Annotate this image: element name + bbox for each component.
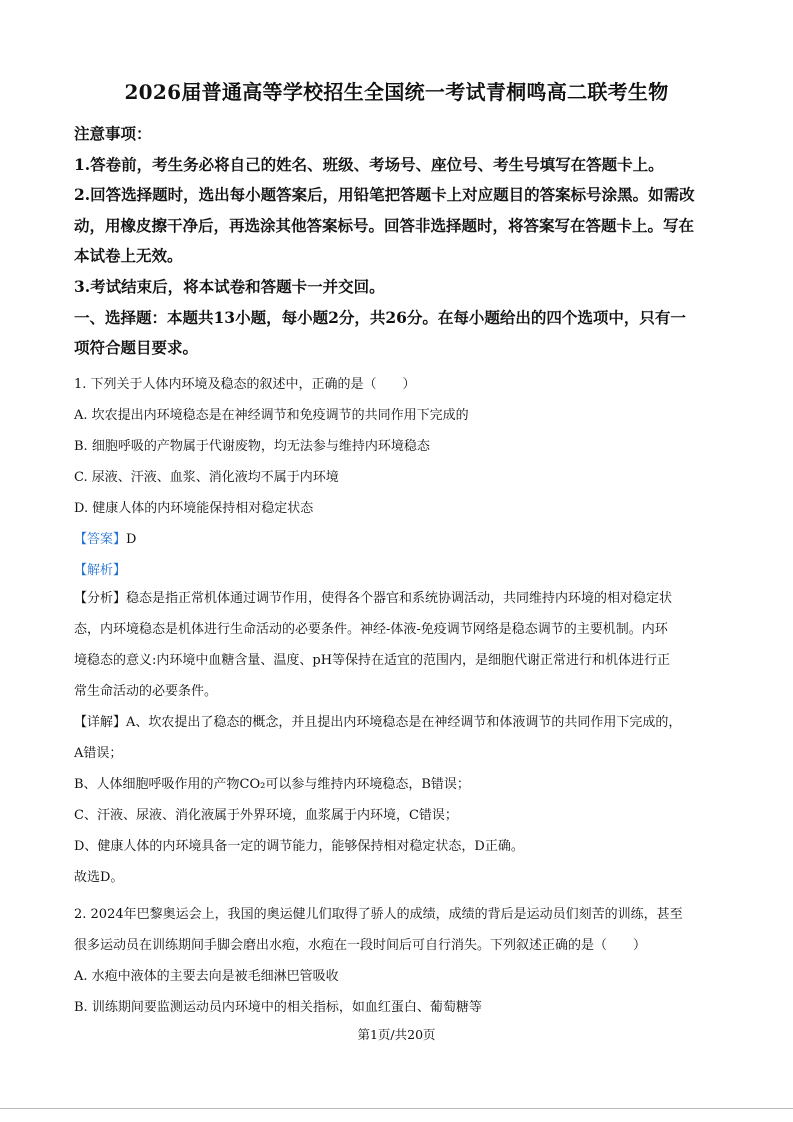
xiangjie-line-6: 故选D。	[74, 870, 124, 885]
notes-heading: 注意事项：	[74, 124, 152, 143]
xiangjie-line-3: B、人体细胞呼吸作用的产物CO₂可以参与维持内环境稳态，B错误；	[74, 777, 470, 792]
q1-option-a: A. 坎农提出内环境稳态是在神经调节和免疫调节的共同作用下完成的	[74, 408, 469, 423]
fenxi-line-4: 常生命活动的必要条件。	[74, 684, 218, 699]
answer-tag: 【答案】	[74, 532, 127, 547]
exam-title: 2026届普通高等学校招生全国统一考试青桐鸣高二联考生物	[124, 80, 669, 104]
xiangjie-line-5: D、健康人体的内环境具备一定的调节能力，能够保持相对稳定状态，D正确。	[74, 839, 524, 854]
question-1	[74, 369, 724, 586]
notes-line-2a: 2.回答选择题时，选出每小题答案后，用铅笔把答题卡上对应题目的答案标号涂黑。如需改	[74, 185, 695, 205]
q1-analysis	[74, 583, 724, 893]
q1-option-d: D. 健康人体的内环境能保持相对稳定状态	[74, 501, 314, 516]
analysis-tag: 【解析】	[74, 563, 127, 578]
q2-stem-1: 2. 2024年巴黎奥运会上，我国的奥运健儿们取得了骄人的成绩，成绩的背后是运动员们刻苦的训练，甚至	[74, 907, 683, 922]
xiangjie-line-1	[74, 707, 724, 738]
xiangjie-line-2: A错误；	[74, 746, 123, 761]
answer-value: D	[126, 532, 137, 547]
notes-line-2c: 本试卷上无效。	[74, 246, 183, 266]
xiangjie-label: 【详解】	[74, 715, 127, 730]
xiangjie-text-1: A、坎农提出了稳态的概念，并且提出内环境稳态是在神经调节和体液调节的共同作用下完成的，	[126, 715, 682, 730]
fenxi-label: 【分析】	[74, 591, 127, 606]
page-footer: 第1页/共20页	[357, 1027, 436, 1042]
fenxi-line-3: 境稳态的意义:内环境中血糖含量、温度、pH等保持在适宜的范围内，是细胞代谢正常进行和机体进行正	[74, 653, 671, 668]
notes-line-2b: 动，用橡皮擦干净后，再选涂其他答案标号。回答非选择题时，将答案写在答题卡上。写在	[74, 215, 695, 235]
q1-option-c: C. 尿液、汗液、血浆、消化液均不属于内环境	[74, 470, 339, 485]
q1-stem: 1. 下列关于人体内环境及稳态的叙述中，正确的是（ ）	[74, 377, 416, 392]
question-2	[74, 899, 724, 1023]
fenxi-text-1: 稳态是指正常机体通过调节作用，使得各个器官和系统协调活动，共同维持内环境的相对稳定状	[126, 591, 673, 606]
q2-stem-2: 很多运动员在训练期间手脚会磨出水疱，水疱在一段时间后可自行消失。下列叙述正确的是（ ）	[74, 938, 647, 953]
fenxi-line-2: 态，内环境稳态是机体进行生命活动的必要条件。神经-体液-免疫调节网络是稳态调节的主要机制。内环	[74, 622, 668, 637]
exam-notes	[74, 119, 724, 364]
bottom-divider	[0, 1108, 793, 1109]
q2-option-a: A. 水疱中液体的主要去向是被毛细淋巴管吸收	[74, 969, 339, 984]
section-heading-a: 一、选择题：本题共13小题，每小题2分，共26分。在每小题给出的四个选项中，只有一	[74, 307, 686, 327]
fenxi-line-1	[74, 583, 724, 614]
notes-line-1: 1.答卷前，考生务必将自己的姓名、班级、考场号、座位号、考生号填写在答题卡上。	[74, 154, 664, 174]
q1-answer	[74, 524, 724, 555]
section-heading-b: 项符合题目要求。	[74, 338, 199, 358]
notes-line-3: 3.考试结束后，将本试卷和答题卡一并交回。	[74, 276, 385, 296]
q2-option-b: B. 训练期间要监测运动员内环境中的相关指标，如血红蛋白、葡萄糖等	[74, 1000, 482, 1015]
xiangjie-line-4: C、汗液、尿液、消化液属于外界环境，血浆属于内环境，C错误；	[74, 808, 458, 823]
q1-option-b: B. 细胞呼吸的产物属于代谢废物，均无法参与维持内环境稳态	[74, 439, 430, 454]
